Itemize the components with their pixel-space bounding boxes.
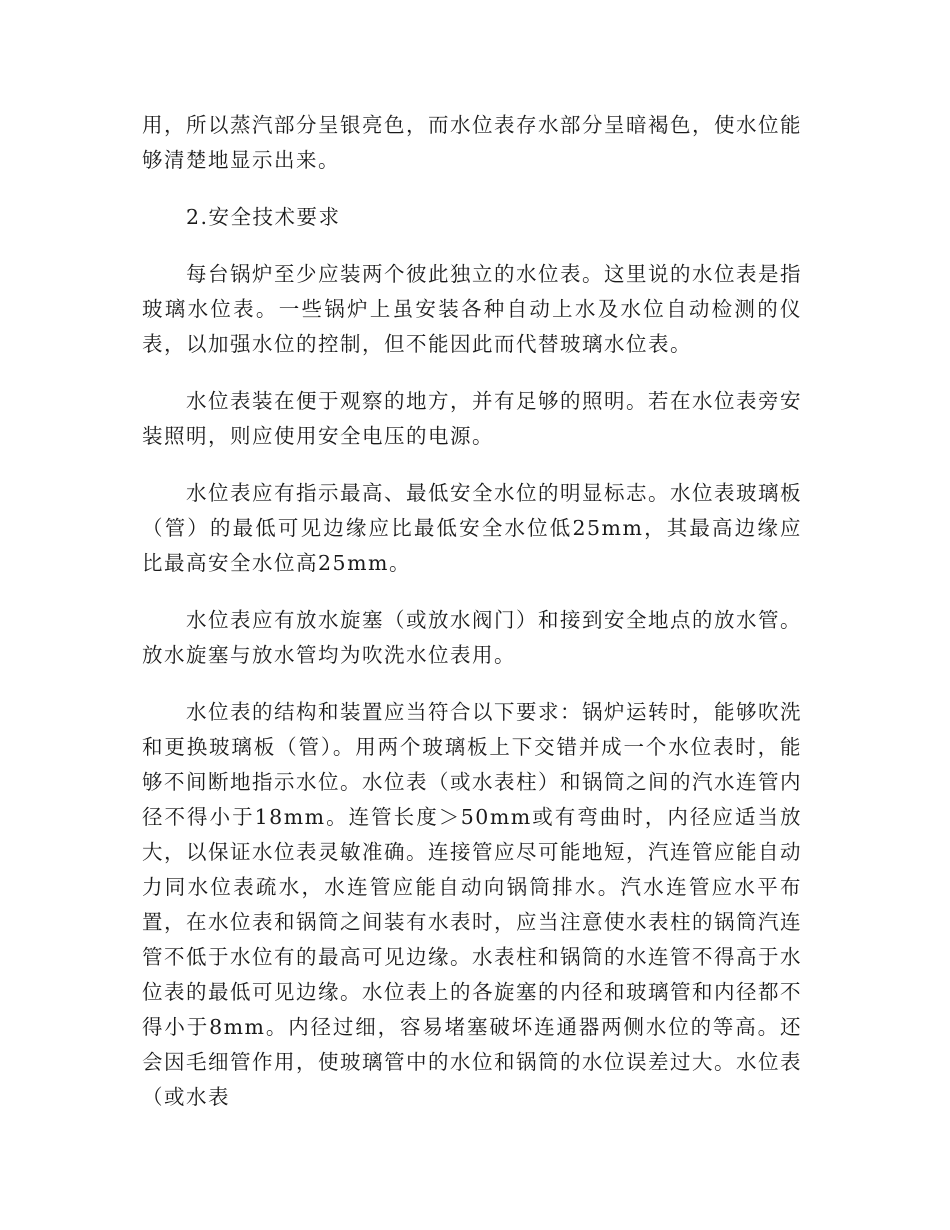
paragraph: 水位表装在便于观察的地方，并有足够的照明。若在水位表旁安装照明，则应使用安全电压的电源。 bbox=[142, 389, 802, 448]
paragraph: 水位表的结构和装置应当符合以下要求：锅炉运转时，能够吹洗和更换玻璃板（管）。用两个玻璃板上下交错并成一个水位表时，能够不间断地指示水位。水位表（或水表柱）和锅筒之间的汽水连管内径不得小于18mm。连管长度＞50mm或有弯曲时，内径应适当放大，以保证水位表灵敏准确。连接管应尽可能地短，汽连管应能自动力同水位表疏水，水连管应能自动向锅筒排水。汽水连管应水平布置，在水位表和锅筒之间装有水表时，应当注意使水表柱的锅筒汽连管不低于水位有的最高可见边缘。水表柱和锅筒的水连管不得高于水位表的最低可见边缘。水位表上的各旋塞的内径和玻璃管和内径都不得小于8mm。内径过细，容易堵塞破坏连通器两侧水位的等高。还会因毛细管作用，使玻璃管中的水位和锅筒的水位误差过大。水位表（或水表 bbox=[142, 700, 802, 1109]
paragraph: 水位表应有放水旋塞（或放水阀门）和接到安全地点的放水管。放水旋塞与放水管均为吹洗水位表用。 bbox=[142, 608, 802, 667]
paragraph: 每台锅炉至少应装两个彼此独立的水位表。这里说的水位表是指玻璃水位表。一些锅炉上虽安装各种自动上水及水位自动检测的仪表，以加强水位的控制，但不能因此而代替玻璃水位表。 bbox=[142, 262, 802, 356]
paragraph-continuation: 用，所以蒸汽部分呈银亮色，而水位表存水部分呈暗褐色，使水位能够清楚地显示出来。 bbox=[142, 113, 802, 172]
document-page bbox=[142, 108, 802, 1137]
section-heading: 2.安全技术要求 bbox=[186, 205, 341, 229]
paragraph: 水位表应有指示最高、最低安全水位的明显标志。水位表玻璃板（管）的最低可见边缘应比最低安全水位低25mm，其最高边缘应比最高安全水位高25mm。 bbox=[142, 481, 802, 575]
